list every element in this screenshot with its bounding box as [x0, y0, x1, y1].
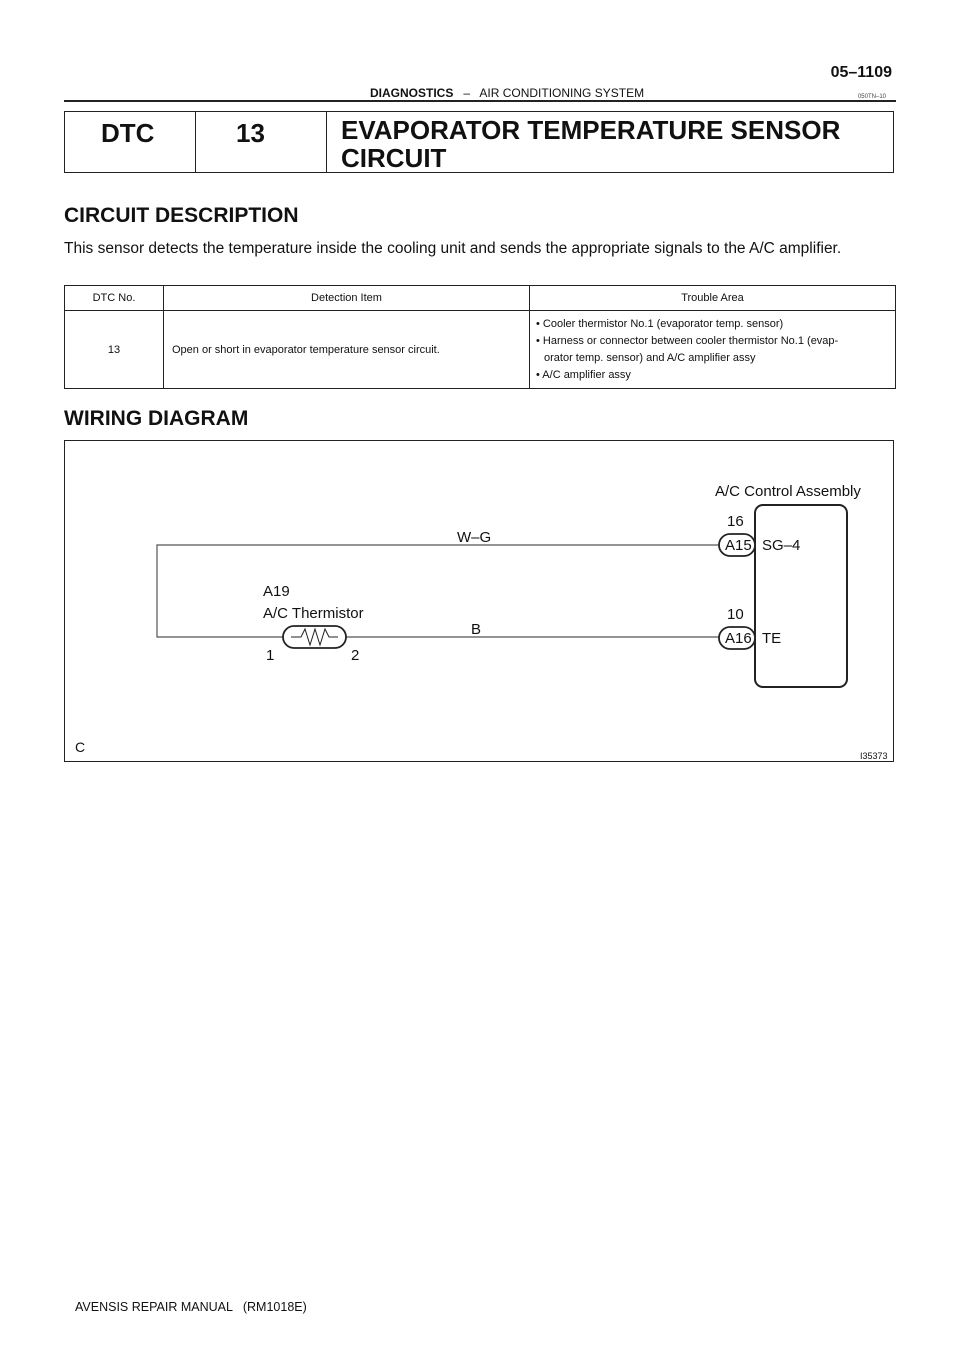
trouble-area-item: • Cooler thermistor No.1 (evaporator temp. sensor)	[536, 318, 784, 330]
diagram-corner-letter: C	[75, 739, 86, 755]
trouble-area-item: • A/C amplifier assy	[536, 369, 631, 381]
circuit-description-text: This sensor detects the temperature inside the cooling unit and sends the appropriate signals to the A/C amplifier.	[64, 240, 842, 257]
trouble-area-item: • Harness or connector between cooler thermistor No.1 (evap-	[536, 335, 839, 347]
dtc-title-box	[64, 111, 894, 173]
connector-a16-pin: 10	[727, 606, 744, 623]
thermistor-name: A/C Thermistor	[263, 605, 364, 622]
ac-control-assembly-box	[755, 505, 847, 687]
table-cell-detection: Open or short in evaporator temperature sensor circuit.	[164, 311, 530, 389]
connector-a15-pin: 16	[727, 513, 744, 530]
wire-label-b: B	[471, 621, 482, 638]
terminal-te: TE	[762, 630, 782, 647]
dtc-table	[64, 285, 896, 389]
header-section-bold: DIAGNOSTICS	[370, 86, 454, 100]
table-header-row	[65, 286, 896, 311]
header-section-name: AIR CONDITIONING SYSTEM	[479, 86, 645, 100]
figure-id: I35373	[860, 751, 888, 761]
thermistor-pin-1: 1	[266, 647, 275, 664]
dtc-number: 13	[196, 112, 327, 172]
wiring-diagram-heading: WIRING DIAGRAM	[64, 407, 249, 430]
connector-a16-code: A16	[725, 630, 752, 647]
assembly-label: A/C Control Assembly	[715, 483, 861, 500]
header-code: 050TN–10	[857, 94, 886, 100]
table-cell-trouble-area	[530, 311, 896, 389]
connector-a15-code: A15	[725, 537, 752, 554]
table-header-trouble-area: Trouble Area	[530, 286, 896, 311]
thermistor-pin-2: 2	[351, 647, 360, 664]
table-cell-dtc-no: 13	[65, 311, 164, 389]
dtc-label: DTC	[65, 112, 196, 172]
table-row	[65, 311, 896, 389]
header-rule	[64, 100, 896, 102]
terminal-sg-4: SG–4	[762, 537, 801, 554]
footer-manual-title: AVENSIS REPAIR MANUAL (RM1018E)	[75, 1300, 307, 1314]
page-number: 05–1109	[830, 64, 892, 81]
dtc-title-line1: EVAPORATOR TEMPERATURE SENSOR	[341, 115, 841, 145]
header-separator: –	[463, 86, 471, 100]
thermistor-code: A19	[263, 583, 290, 600]
table-header-detection: Detection Item	[164, 286, 530, 311]
dtc-title	[327, 112, 893, 172]
table-header-dtc-no: DTC No.	[65, 286, 164, 311]
circuit-description-heading: CIRCUIT DESCRIPTION	[64, 204, 299, 227]
wire-label-w-g: W–G	[457, 529, 492, 546]
trouble-area-item: orator temp. sensor) and A/C amplifier assy	[544, 352, 756, 364]
wiring-diagram	[64, 440, 894, 762]
wire-w-g	[157, 545, 720, 637]
wiring-diagram-svg	[65, 441, 895, 763]
dtc-title-line2: CIRCUIT	[341, 143, 447, 173]
header-section-title	[370, 86, 644, 100]
